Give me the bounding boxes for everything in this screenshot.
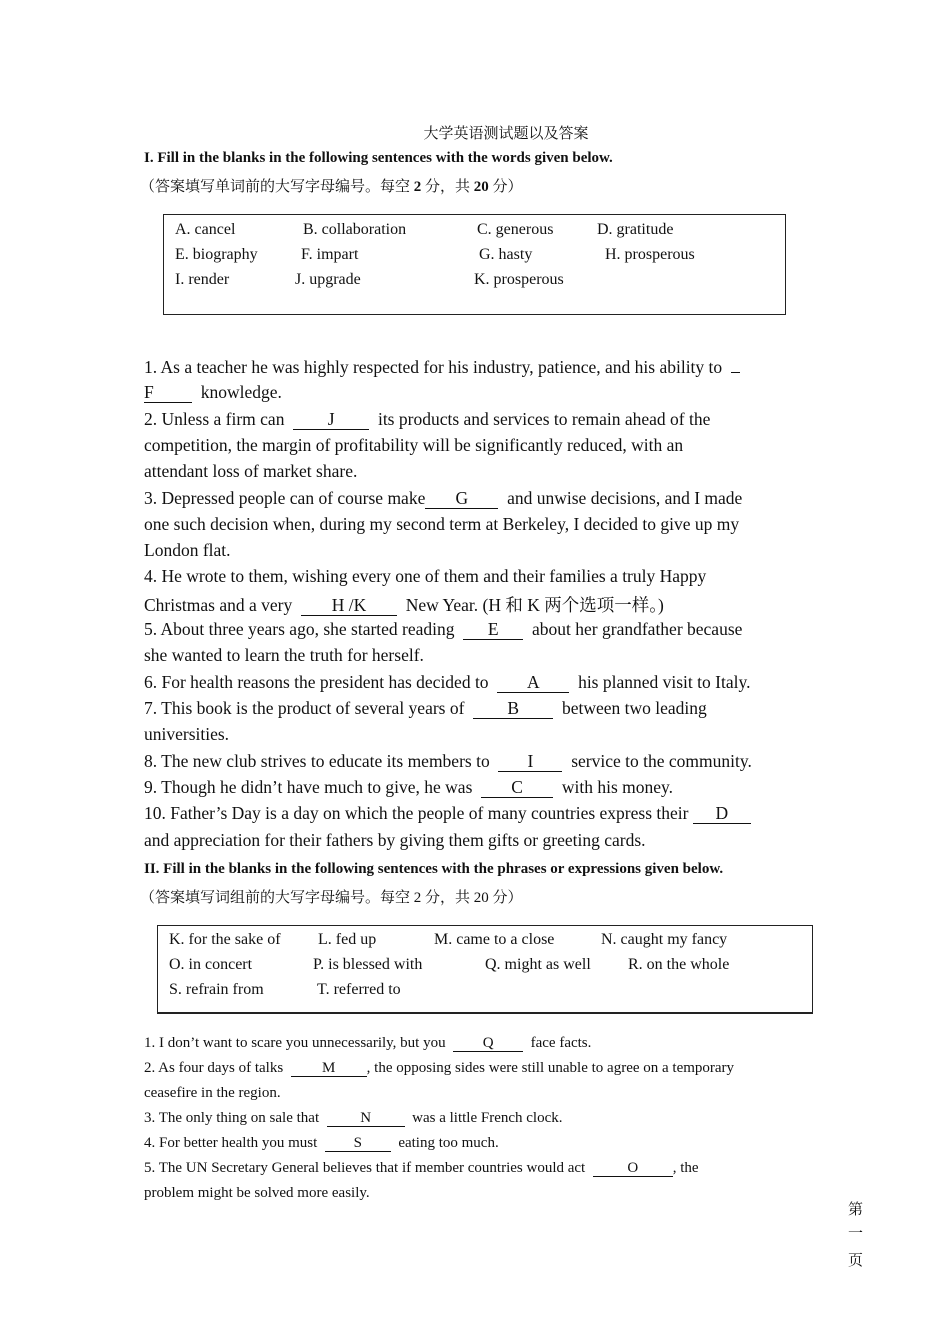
phrase-question-4: 4. For better health you must S eating too much. <box>144 1135 499 1151</box>
question-9: 9. Though he didn’t have much to give, he was C with his money. <box>144 777 674 797</box>
phrase-question-3: 3. The only thing on sale that N was a little French clock. <box>144 1110 563 1126</box>
answer-5[interactable]: E <box>463 621 523 640</box>
option-k2: K. for the sake of <box>169 931 281 948</box>
phrase-question-5-line-1: 5. The UN Secretary General believes that if member countries would act O , the <box>144 1160 699 1176</box>
option-n: N. caught my fancy <box>601 931 728 948</box>
option-p: P. is blessed with <box>313 956 423 973</box>
option-o: O. in concert <box>169 956 253 973</box>
answer-2[interactable]: J <box>293 411 369 430</box>
page-label-char-1: 第 <box>848 1202 864 1218</box>
option-f: F. impart <box>301 246 359 263</box>
option-k: K. prosperous <box>474 271 564 288</box>
phrase-answer-3[interactable]: N <box>327 1111 405 1127</box>
phrase-answer-2[interactable]: M <box>291 1061 367 1077</box>
section2-heading: II. Fill in the blanks in the following sentences with the phrases or expressions given below. <box>144 861 724 877</box>
question-1-line-2: F knowledge. <box>144 382 282 402</box>
option-d: D. gratitude <box>597 221 674 238</box>
section2-note: （答案填写词组前的大写字母编号。每空 2 分，共 20 分） <box>140 890 523 906</box>
question-3-line-2: one such decision when, during my second term at Berkeley, I decided to give up my <box>144 514 740 534</box>
question-10-line-2: and appreciation for their fathers by giving them gifts or greeting cards. <box>144 830 646 850</box>
question-5-line-1: 5. About three years ago, she started reading E about her grandfather because <box>144 619 743 639</box>
answer-4[interactable]: H /K <box>301 597 397 616</box>
question-1-line-1: 1. As a teacher he was highly respected for his industry, patience, and his ability to <box>144 356 740 378</box>
question-3-line-3: London flat. <box>144 540 231 560</box>
option-r: R. on the whole <box>628 956 730 973</box>
question-2-line-3: attendant loss of market share. <box>144 461 358 481</box>
option-a: A. cancel <box>175 221 236 238</box>
option-c: C. generous <box>477 221 554 238</box>
phrase-question-5-line-2: problem might be solved more easily. <box>144 1185 370 1201</box>
answer-3[interactable]: G <box>425 490 498 509</box>
question-7-line-2: universities. <box>144 724 230 744</box>
question-2-line-1: 2. Unless a firm can J its products and services to remain ahead of the <box>144 409 711 429</box>
answer-7[interactable]: B <box>473 700 553 719</box>
phrase-question-1: 1. I don’t want to scare you unnecessarily, but you Q face facts. <box>144 1035 592 1051</box>
question-5-line-2: she wanted to learn the truth for herself. <box>144 645 424 665</box>
option-q: Q. might as well <box>485 956 591 973</box>
option-i: I. render <box>175 271 230 288</box>
question-4-line-2: Christmas and a very H /K New Year. (H 和 K 两个选项一样。) <box>144 595 664 615</box>
option-h: H. prosperous <box>605 246 695 263</box>
section1-heading: I. Fill in the blanks in the following sentences with the words given below. <box>144 150 613 166</box>
question-6: 6. For health reasons the president has decided to A his planned visit to Italy. <box>144 672 751 692</box>
question-7-line-1: 7. This book is the product of several years of B between two leading <box>144 698 707 718</box>
question-2-line-2: competition, the margin of profitability will be significantly reduced, with an <box>144 435 684 455</box>
answer-9[interactable]: C <box>481 779 553 798</box>
option-s: S. refrain from <box>169 981 264 998</box>
question-10-line-1: 10. Father’s Day is a day on which the people of many countries express their D <box>144 803 751 824</box>
answer-1[interactable]: F <box>144 384 192 403</box>
phrase-question-2-line-1: 2. As four days of talks M , the opposing sides were still unable to agree on a temporary <box>144 1060 735 1076</box>
phrase-question-2-line-2: ceasefire in the region. <box>144 1085 281 1101</box>
page-label-char-3: 页 <box>848 1253 864 1269</box>
option-l: L. fed up <box>318 931 377 948</box>
option-e: E. biography <box>175 246 258 263</box>
page-label-char-2: 一 <box>848 1226 864 1242</box>
word-bank-box <box>163 214 786 315</box>
option-j: J. upgrade <box>295 271 361 288</box>
option-b: B. collaboration <box>303 221 407 238</box>
phrase-answer-5[interactable]: O <box>593 1161 673 1177</box>
phrase-answer-4[interactable]: S <box>325 1136 391 1152</box>
phrase-answer-1[interactable]: Q <box>453 1036 523 1052</box>
option-m: M. came to a close <box>434 931 555 948</box>
option-g: G. hasty <box>479 246 533 263</box>
answer-8[interactable]: I <box>498 753 562 772</box>
option-t: T. referred to <box>317 981 401 998</box>
answer-6[interactable]: A <box>497 674 569 693</box>
section1-note: （答案填写单词前的大写字母编号。每空 2 分，共 20 分） <box>140 179 523 195</box>
question-8: 8. The new club strives to educate its members to I service to the community. <box>144 751 752 771</box>
question-3-line-1: 3. Depressed people can of course make G and unwise decisions, and I made <box>144 488 743 508</box>
question-4-line-1: 4. He wrote to them, wishing every one of them and their families a truly Happy <box>144 566 707 586</box>
answer-10[interactable]: D <box>693 805 751 824</box>
page-title: 大学英语测试题以及答案 <box>423 126 589 142</box>
